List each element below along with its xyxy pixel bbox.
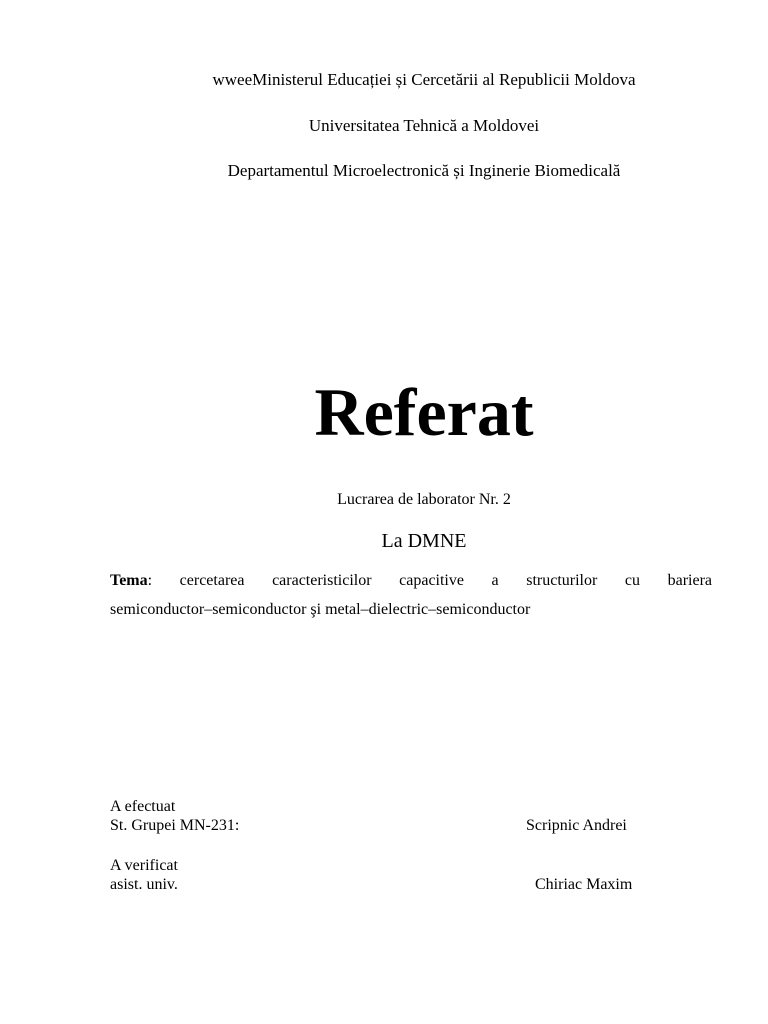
verified-role: asist. univ. [110, 876, 178, 893]
document-title: Referat [314, 374, 534, 450]
performed-label: A efectuat [110, 798, 176, 815]
verified-name: Chiriac Maxim [535, 876, 633, 893]
course-name: La DMNE [381, 530, 467, 552]
university-heading: Universitatea Tehnică a Moldovei [308, 116, 540, 135]
topic-line-2: semiconductor–semiconductor şi metal–dielectric–semiconductor [110, 601, 531, 618]
topic-text-1: cercetarea caracteristicilor capacitive a structurilor cu bariera [179, 572, 712, 589]
performed-name: Scripnic Andrei [526, 817, 627, 834]
topic-label: Tema [110, 572, 148, 589]
department-heading: Departamentul Microelectronică și Inginerie Biomedicală [227, 161, 621, 180]
lab-work-number: Lucrarea de laborator Nr. 2 [337, 491, 511, 508]
verified-label: A verificat [110, 857, 178, 874]
performed-role: St. Grupei MN-231: [110, 817, 240, 834]
topic-line-1 [110, 571, 712, 591]
topic-separator: : [147, 572, 153, 589]
ministry-heading: wweeMinisterul Educației și Cercetării al Republicii Moldova [212, 70, 636, 89]
